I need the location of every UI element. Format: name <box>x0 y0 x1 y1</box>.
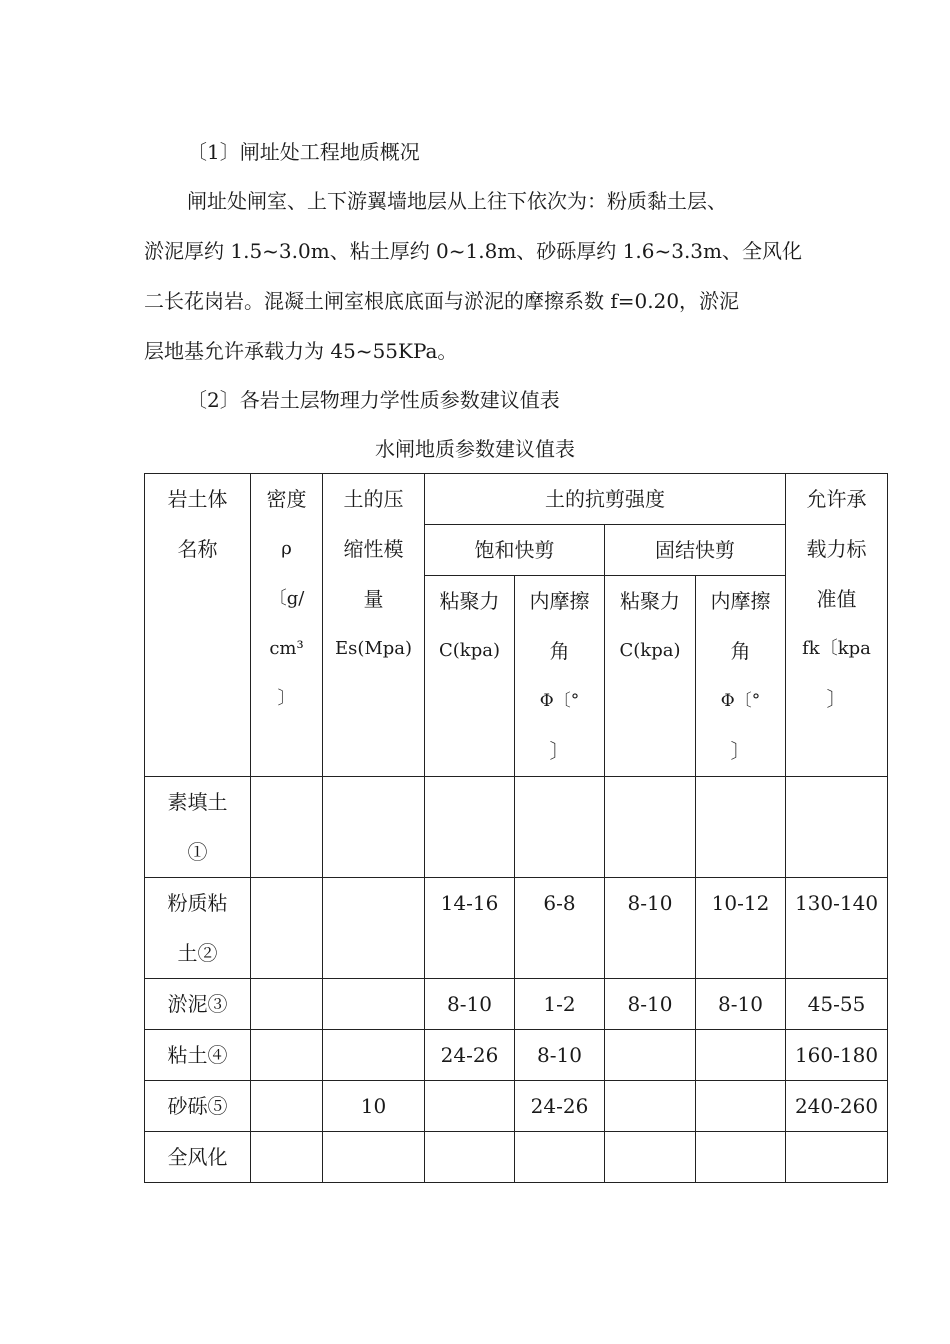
row-name: 粘土④ <box>145 1030 251 1081</box>
header-compression-modulus: 土的压 缩性模 量 Es(Mpa) <box>323 474 425 777</box>
cell-con-cohesion <box>605 1132 696 1183</box>
row-name: 淤泥③ <box>145 979 251 1030</box>
table-row <box>145 1081 888 1132</box>
cell-con-friction <box>696 1030 786 1081</box>
section-heading-2: 〔2〕各岩土层物理力学性质参数建议值表 <box>187 388 560 412</box>
cell-bearing: 130-140 <box>786 878 888 979</box>
cell-modulus <box>323 1030 425 1081</box>
cell-con-cohesion <box>605 1030 696 1081</box>
header-bearing-capacity: 允许承 载力标 准值 fk〔kpa 〕 <box>786 474 888 777</box>
cell-sat-friction: 6-8 <box>515 878 605 979</box>
cell-sat-cohesion <box>425 777 515 878</box>
header-name: 岩土体 名称 <box>145 474 251 777</box>
cell-modulus <box>323 1132 425 1183</box>
cell-modulus <box>323 777 425 878</box>
row-name: 素填土① <box>145 777 251 878</box>
header-saturated-friction-angle: 内摩擦 角 Φ〔° 〕 <box>515 576 605 777</box>
cell-modulus <box>323 878 425 979</box>
cell-sat-friction: 8-10 <box>515 1030 605 1081</box>
cell-sat-friction <box>515 1132 605 1183</box>
table-row <box>145 1132 888 1183</box>
cell-bearing: 240-260 <box>786 1081 888 1132</box>
table-row <box>145 1030 888 1081</box>
cell-sat-cohesion: 8-10 <box>425 979 515 1030</box>
cell-sat-cohesion: 14-16 <box>425 878 515 979</box>
cell-density <box>251 777 323 878</box>
cell-density <box>251 878 323 979</box>
cell-bearing: 160-180 <box>786 1030 888 1081</box>
cell-modulus: 10 <box>323 1081 425 1132</box>
cell-con-cohesion <box>605 1081 696 1132</box>
cell-density <box>251 1030 323 1081</box>
cell-sat-friction <box>515 777 605 878</box>
row-name: 砂砾⑤ <box>145 1081 251 1132</box>
cell-con-friction: 10-12 <box>696 878 786 979</box>
paragraph-line-2: 淤泥厚约 1.5~3.0m、粘土厚约 0~1.8m、砂砾厚约 1.6~3.3m、全风化 <box>144 239 802 263</box>
table-row <box>145 979 888 1030</box>
header-density: 密度 ρ 〔g/ cm³ 〕 <box>251 474 323 777</box>
cell-con-friction <box>696 777 786 878</box>
cell-modulus <box>323 979 425 1030</box>
header-saturated-quick-shear: 饱和快剪 <box>425 525 605 576</box>
row-name: 全风化 <box>145 1132 251 1183</box>
cell-sat-friction: 24-26 <box>515 1081 605 1132</box>
header-shear-strength: 土的抗剪强度 <box>425 474 786 525</box>
table-caption: 水闸地质参数建议值表 <box>375 437 575 461</box>
table-row <box>145 878 888 979</box>
geology-parameter-table <box>144 473 888 1183</box>
cell-sat-cohesion <box>425 1132 515 1183</box>
cell-density <box>251 979 323 1030</box>
header-saturated-cohesion: 粘聚力 C(kpa) <box>425 576 515 777</box>
paragraph-line-4: 层地基允许承载力为 45~55KPa。 <box>144 339 458 363</box>
paragraph-line-3: 二长花岗岩。混凝土闸室根底底面与淤泥的摩擦系数 f=0.20，淤泥 <box>144 289 740 313</box>
cell-bearing <box>786 1132 888 1183</box>
row-name: 粉质粘土② <box>145 878 251 979</box>
cell-con-cohesion: 8-10 <box>605 979 696 1030</box>
cell-sat-cohesion <box>425 1081 515 1132</box>
section-heading-1: 〔1〕闸址处工程地质概况 <box>187 140 420 164</box>
cell-con-cohesion <box>605 777 696 878</box>
header-consolidated-quick-shear: 固结快剪 <box>605 525 786 576</box>
header-consolidated-friction-angle: 内摩擦 角 Φ〔° 〕 <box>696 576 786 777</box>
cell-sat-friction: 1-2 <box>515 979 605 1030</box>
cell-con-friction <box>696 1132 786 1183</box>
paragraph-line-1: 闸址处闸室、上下游翼墙地层从上往下依次为：粉质黏土层、 <box>187 189 727 213</box>
cell-con-friction: 8-10 <box>696 979 786 1030</box>
cell-density <box>251 1081 323 1132</box>
header-consolidated-cohesion: 粘聚力 C(kpa) <box>605 576 696 777</box>
cell-sat-cohesion: 24-26 <box>425 1030 515 1081</box>
cell-con-friction <box>696 1081 786 1132</box>
table-row <box>145 777 888 878</box>
cell-bearing <box>786 777 888 878</box>
cell-con-cohesion: 8-10 <box>605 878 696 979</box>
cell-density <box>251 1132 323 1183</box>
cell-bearing: 45-55 <box>786 979 888 1030</box>
